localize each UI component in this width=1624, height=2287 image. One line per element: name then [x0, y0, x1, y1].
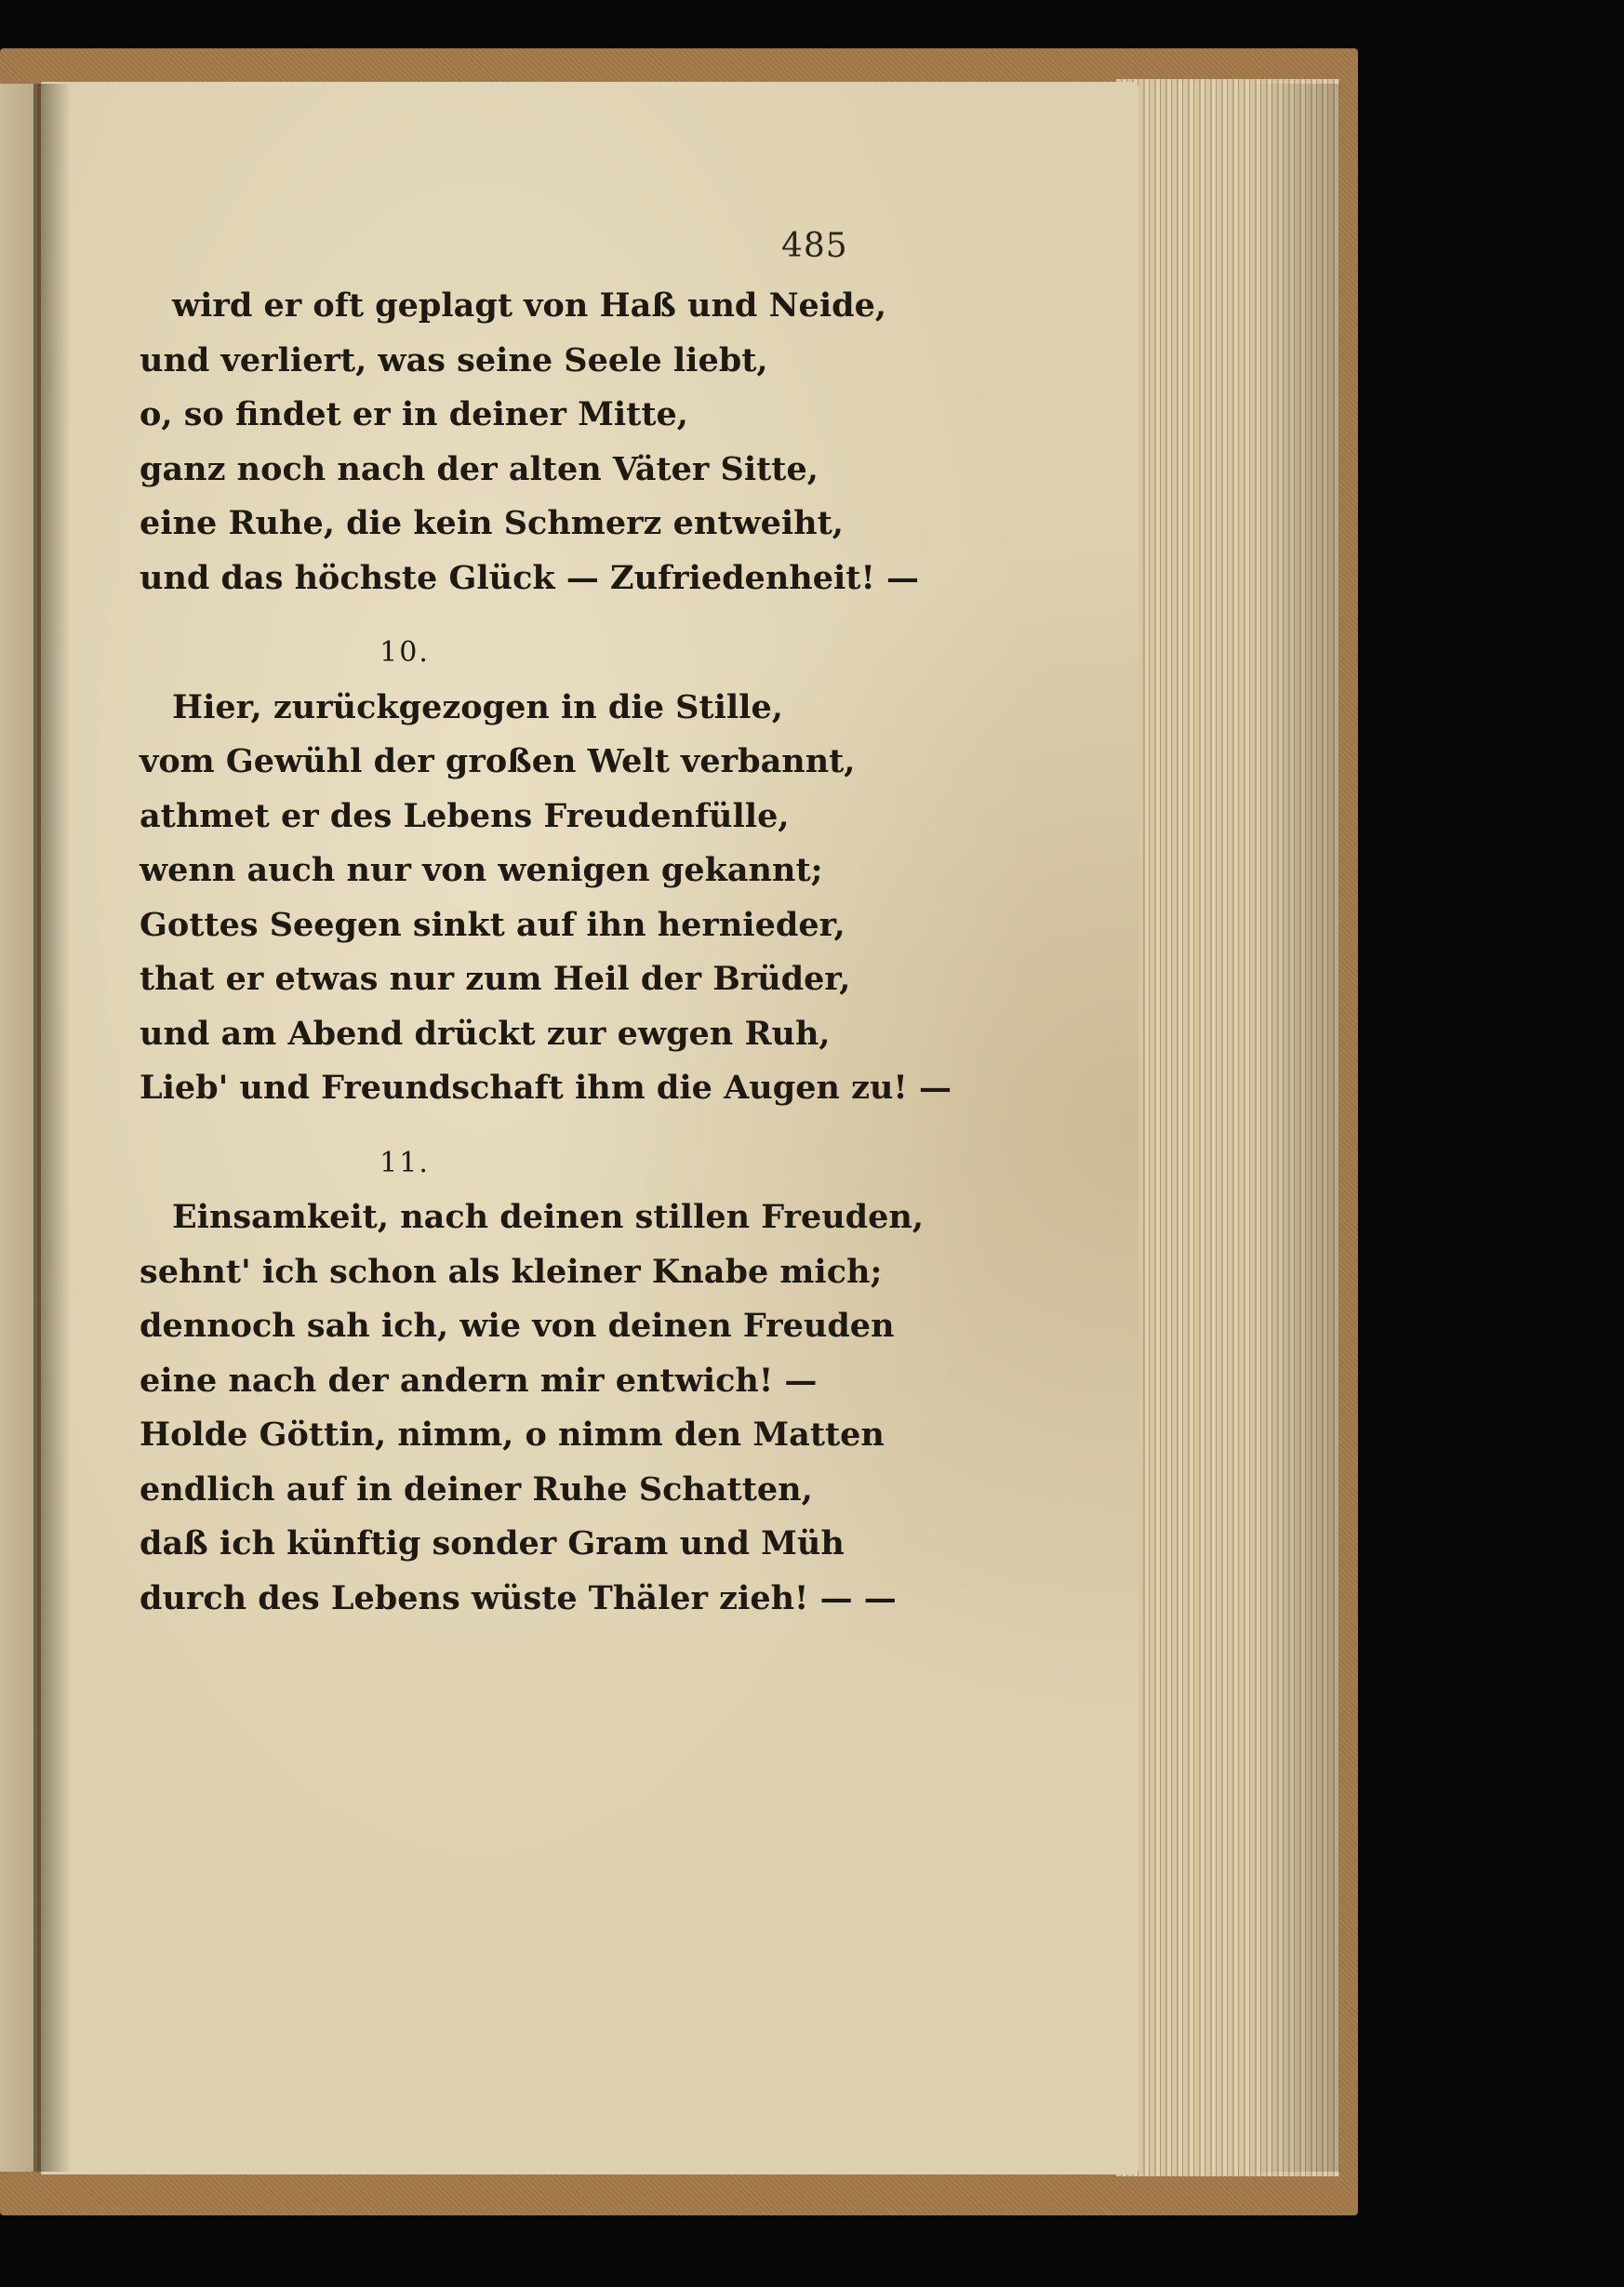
- poem-line: eine Ruhe, die kein Schmerz entweiht,: [140, 504, 844, 542]
- poem-line: wird er oft geplagt von Haß und Neide,: [172, 286, 887, 325]
- poem-line: sehnt' ich schon als kleiner Knabe mich;: [140, 1252, 883, 1291]
- previous-page-edge: [0, 84, 37, 2172]
- poem-line: o, so findet er in deiner Mitte,: [140, 395, 688, 433]
- poem-line: daß ich künftig sonder Gram und Müh: [140, 1524, 845, 1562]
- poem-text: [140, 279, 952, 1626]
- poem-line: und das höchste Glück — Zufriedenheit! —: [140, 558, 920, 597]
- page-edge-shadow: [1246, 84, 1339, 2172]
- poem-line: Gottes Seegen sinkt auf ihn hernieder,: [140, 905, 845, 944]
- poem-line: ganz noch nach der alten Väter Sitte,: [140, 449, 819, 488]
- stanza-heading: 11.: [379, 1146, 430, 1179]
- stanza-heading: 10.: [379, 636, 430, 669]
- poem-line: vom Gewühl der großen Welt verbannt,: [140, 742, 856, 780]
- poem-line: dennoch sah ich, wie von deinen Freuden: [140, 1307, 895, 1345]
- poem-line: Hier, zurückgezogen in die Stille,: [172, 687, 783, 726]
- poem-line: athmet er des Lebens Freudenfülle,: [140, 796, 790, 835]
- poem-line: endlich auf in deiner Ruhe Schatten,: [140, 1469, 813, 1509]
- poem-line: und verliert, was seine Seele liebt,: [140, 340, 768, 379]
- poem-line: wenn auch nur von wenigen gekannt;: [140, 851, 823, 889]
- poem-line: Lieb' und Freundschaft ihm die Augen zu! —: [140, 1069, 952, 1107]
- poem-line: eine nach der andern mir entwich! —: [140, 1361, 818, 1400]
- spine-shadow: [33, 84, 71, 2172]
- poem-line: und am Abend drückt zur ewgen Ruh,: [140, 1014, 831, 1053]
- poem-line: that er etwas nur zum Heil der Brüder,: [140, 960, 851, 998]
- poem-line: Einsamkeit, nach deinen stillen Freuden,: [172, 1198, 925, 1236]
- poem-line: durch des Lebens wüste Thäler zieh! — —: [140, 1578, 897, 1617]
- poem-line: Holde Göttin, nimm, o nimm den Matten: [140, 1416, 885, 1454]
- page-number: 485: [781, 227, 848, 265]
